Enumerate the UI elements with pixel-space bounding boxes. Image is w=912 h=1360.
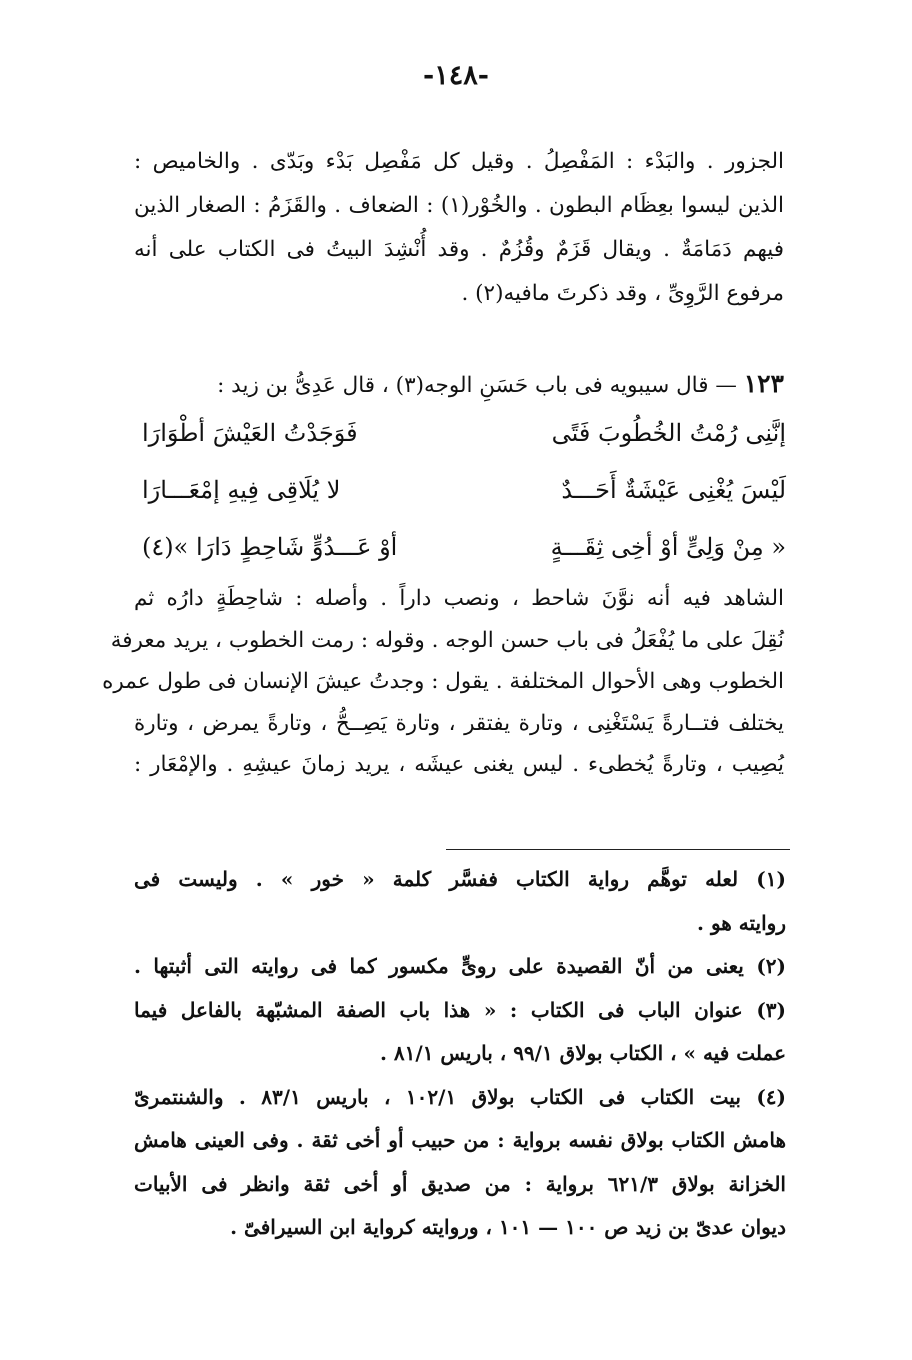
text-line: الجزور . والبَدْء : المَفْصِلُ . وقيل كل مَفْصِل بَدْء وبَدّى . والخاميص : xyxy=(134,149,784,174)
paragraph-2 xyxy=(102,578,784,786)
text-line: مرفوع الرَّوِىِّ ، وقد ذكرتَ مافيه(٢) . xyxy=(461,281,784,306)
footnote-line: (١) لعله توهَّم رواية الكتاب ففسَّر كلمة « خور » . وليست فى xyxy=(134,867,786,891)
verse-line xyxy=(136,405,786,462)
section-heading-text: — قال سيبويه فى باب حَسَنِ الوجه(٣) ، قال عَدِىُّ بن زيد : xyxy=(217,373,737,398)
section-number: ١٢٣ xyxy=(743,369,784,398)
verse-second-hemistich: فَوَجَدْتُ العَيْشَ أطْوَارَا xyxy=(142,419,358,447)
footnote-line: عملت فيه » ، الكتاب بولاق ٩٩/١ ، باريس ٨١/١ . xyxy=(379,1041,786,1065)
paragraph-1 xyxy=(134,140,784,316)
footnotes xyxy=(134,858,786,1250)
text-line: نُقِلَ على ما يُفْعَلُ فى باب حسن الوجه . وقوله : رمت الخطوب ، يريد معرفة xyxy=(110,627,784,653)
text-line: يُصِيب ، وتارةً يُخطىء . ليس يغنى عيشَه ، يريد زمانَ عيشِهِ . والإمْعَار : xyxy=(134,752,784,777)
footnote-line: (٣) عنوان الباب فى الكتاب : « هذا باب الصفة المشبّهة بالفاعل فيما xyxy=(134,997,786,1022)
section-heading xyxy=(134,362,784,406)
text-line: يختلف فتــارةً يَسْتَغْنِى ، وتارة يفتقر ، وتارة يَصِــحُّ ، وتارةً يمرض ، وتارة xyxy=(134,710,784,736)
text-line: الخطوب وهى الأحوال المختلفة . يقول : وجدتُ عيشَ الإنسان فى طول عمره xyxy=(102,669,784,694)
footnote-separator xyxy=(446,849,790,850)
verse-line xyxy=(136,462,786,519)
page-number: -١٤٨- xyxy=(423,60,489,91)
footnote-line: هامش الكتاب بولاق نفسه برواية : من حبيب أو أخى ثقة . وفى العينى هامش xyxy=(134,1128,786,1152)
verse-second-hemistich: لا يُلَاقِى فِيهِ إمْعَـــارَا xyxy=(142,476,341,504)
footnote-line: ديوان عدىّ بن زيد ص ١٠٠ — ١٠١ ، وروايته كرواية ابن السيرافىّ . xyxy=(230,1215,786,1239)
verse-first-hemistich: « مِنْ وَلِىٍّ أوْ أخِى ثِقَـــةٍ xyxy=(550,533,786,561)
verse-first-hemistich: لَيْسَ يُغْنِى عَيْشَةٌ أَحَـــدٌ xyxy=(561,476,786,504)
verse-first-hemistich: إنَّنِى رُمْتُ الخُطُوبَ فَتًى xyxy=(551,419,786,447)
text-line: الذين ليسوا بعِظَام البطون . والخُوْر(١) : الضعاف . والقَزَمُ : الصغار الذين xyxy=(134,193,784,218)
footnote-line: روايته هو . xyxy=(697,910,786,935)
footnote-line: (٢) يعنى من أنّ القصيدة على روىٍّ مكسور كما فى روايته التى أثبتها . xyxy=(134,954,786,978)
poem-verses xyxy=(136,405,786,576)
footnote-line: (٤) بيت الكتاب فى الكتاب بولاق ١٠٢/١ ، باريس ٨٣/١ . والشنتمرىّ xyxy=(134,1084,786,1109)
verse-line xyxy=(136,519,786,576)
verse-second-hemistich: أوْ عَـــدُوٍّ شَاحِطٍ دَارَا »(٤) xyxy=(142,533,398,561)
footnote-line: الخزانة بولاق ٦٢١/٣ برواية : من صديق أو أخى ثقة وانظر فى الأبيات xyxy=(134,1171,786,1196)
text-line: الشاهد فيه أنه نوَّنَ شاحط ، ونصب داراً . وأصله : شاحِطَةٍ دارُه ثم xyxy=(134,586,784,611)
text-line: فيهم دَمَامَةٌ . ويقال قَزَمٌ وقُزُمٌ . وقد أُنْشِدَ البيتُ فى الكتاب على أنه xyxy=(134,237,784,262)
